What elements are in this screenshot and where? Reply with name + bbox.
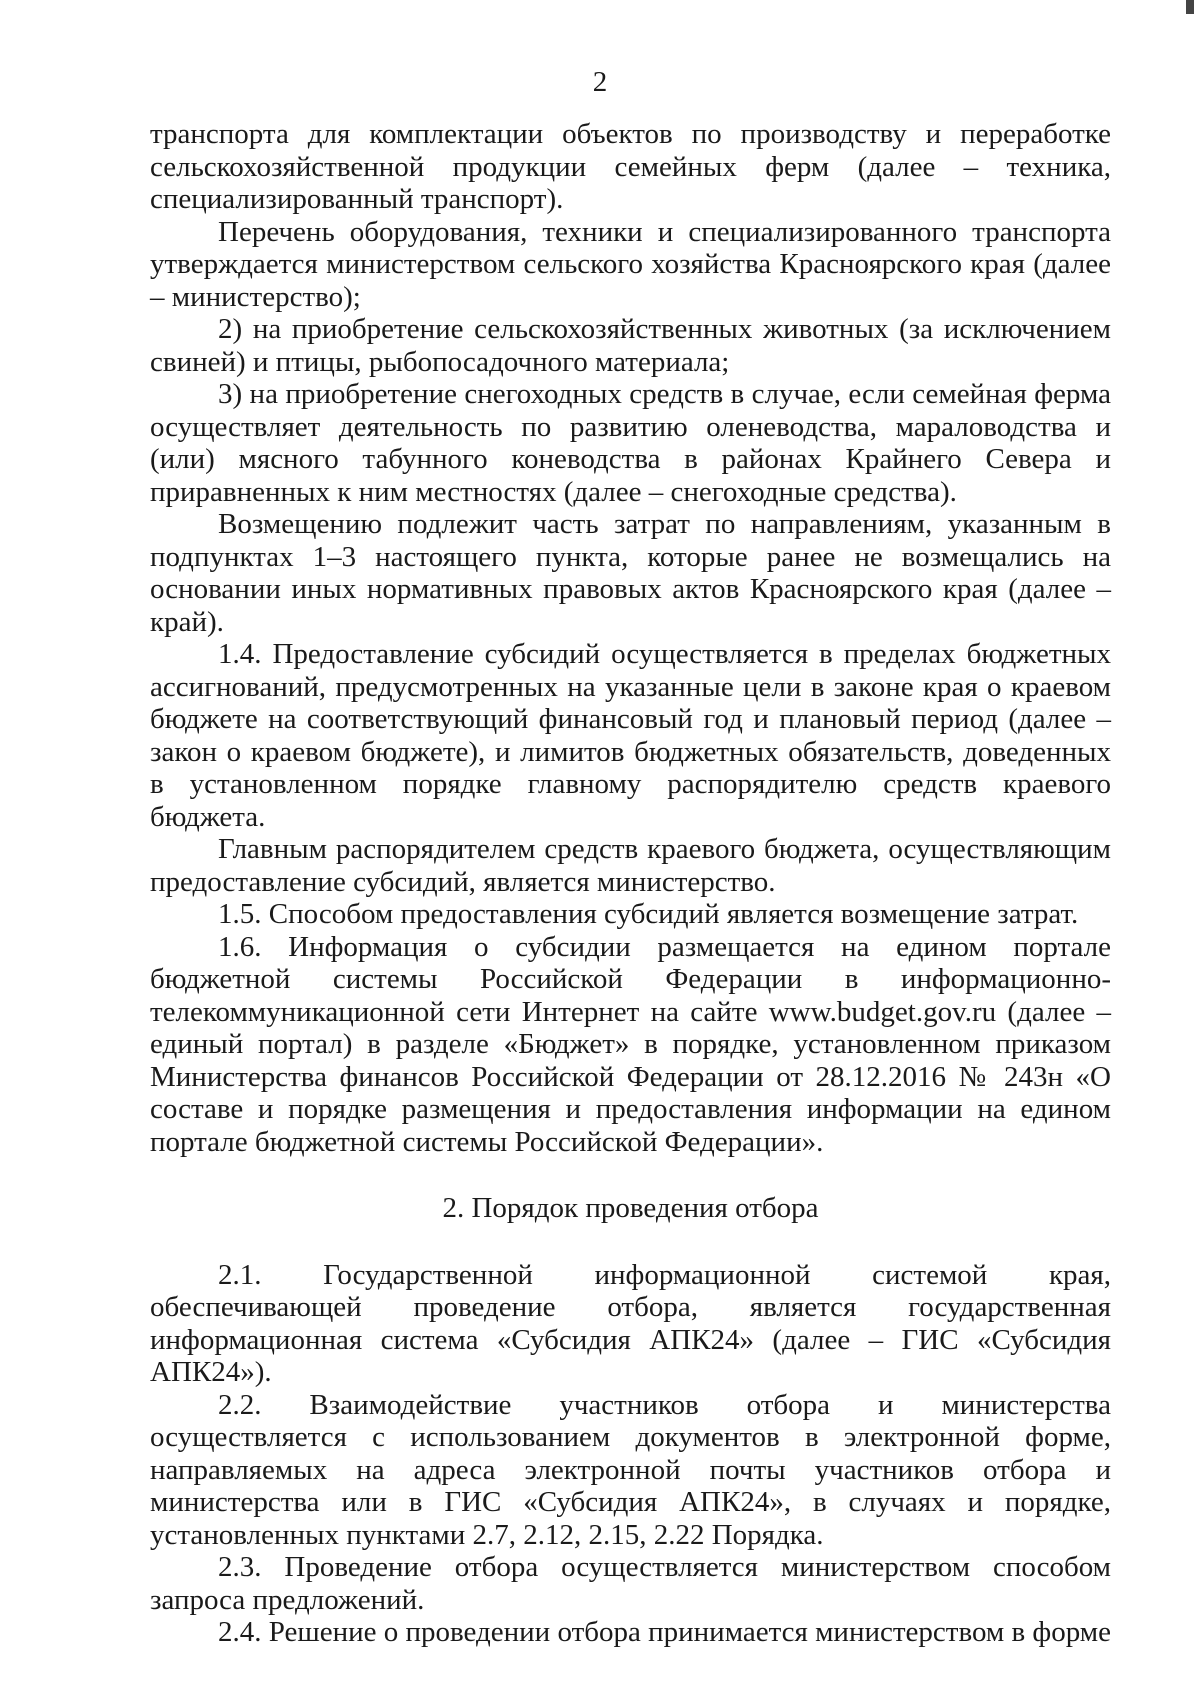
paragraph-main-distributor: Главным распорядителем средств краевого бюджета, осуществляющим предоставление субсидий, является министерство. bbox=[150, 833, 1111, 898]
paragraph-2-1: 2.1. Государственной информационной системой края, обеспечивающей проведение отбора, является государственная информационная система «Субсидия АПК24» (далее – ГИС «Субсидия АПК24»). bbox=[150, 1258, 1111, 1388]
paragraph-1-4: 1.4. Предоставление субсидий осуществляется в пределах бюджетных ассигнований, предусмотренных на указанные цели в законе края о краевом бюджете на соответствующий финансовый год и плановый период (далее – закон о краевом бюджете), и лимитов бюджетных обязательств, доведенных в установленном порядке главному распорядителю средств краевого бюджета. bbox=[150, 638, 1111, 833]
paragraph-1-5: 1.5. Способом предоставления субсидий является возмещение затрат. bbox=[218, 898, 1079, 930]
page-number: 2 bbox=[592, 66, 608, 98]
paragraph-2-4: 2.4. Решение о проведении отбора принимается министерством в форме bbox=[218, 1616, 1112, 1648]
paragraph-equipment-list: Перечень оборудования, техники и специализированного транспорта утверждается министерством сельского хозяйства Красноярского края (далее – министерство); bbox=[150, 215, 1111, 313]
section-heading: 2. Порядок проведения отбора bbox=[442, 1192, 819, 1224]
paragraph-continuation: транспорта для комплектации объектов по производству и переработке сельскохозяйственной продукции семейных ферм (далее – техника, специализированный транспорт). bbox=[150, 118, 1111, 215]
document-body bbox=[150, 118, 1111, 1649]
paragraph-2-3: 2.3. Проведение отбора осуществляется министерством способом запроса предложений. bbox=[150, 1551, 1111, 1616]
scan-corner-mark bbox=[1186, 0, 1194, 14]
paragraph-1-6: 1.6. Информация о субсидии размещается на едином портале бюджетной системы Российской Федерации в информационно-телекоммуникационной сети Интернет на сайте www.budget.gov.ru (далее – единый портал) в разделе «Бюджет» в порядке, установленном приказом Министерства финансов Российской Федерации от 28.12.2016 № 243н «О составе и порядке размещения и предоставления информации на едином портале бюджетной системы Российской Федерации». bbox=[150, 930, 1111, 1158]
paragraph-item-2: 2) на приобретение сельскохозяйственных животных (за исключением свиней) и птицы, рыбопосадочного материала; bbox=[150, 313, 1111, 378]
paragraph-reimbursement: Возмещению подлежит часть затрат по направлениям, указанным в подпунктах 1–3 настоящего пункта, которые ранее не возмещались на основании иных нормативных правовых актов Красноярского края (далее – край). bbox=[150, 508, 1111, 638]
paragraph-2-2: 2.2. Взаимодействие участников отбора и министерства осуществляется с использованием документов в электронной форме, направляемых на адреса электронной почты участников отбора и министерства или в ГИС «Субсидия АПК24», в случаях и порядке, установленных пунктами 2.7, 2.12, 2.15, 2.22 Порядка. bbox=[150, 1388, 1111, 1551]
paragraph-item-3: 3) на приобретение снегоходных средств в случае, если семейная ферма осуществляет деятельность по развитию оленеводства, мараловодства и (или) мясного табунного коневодства в районах Крайнего Севера и приравненных к ним местностях (далее – снегоходные средства). bbox=[150, 378, 1111, 508]
